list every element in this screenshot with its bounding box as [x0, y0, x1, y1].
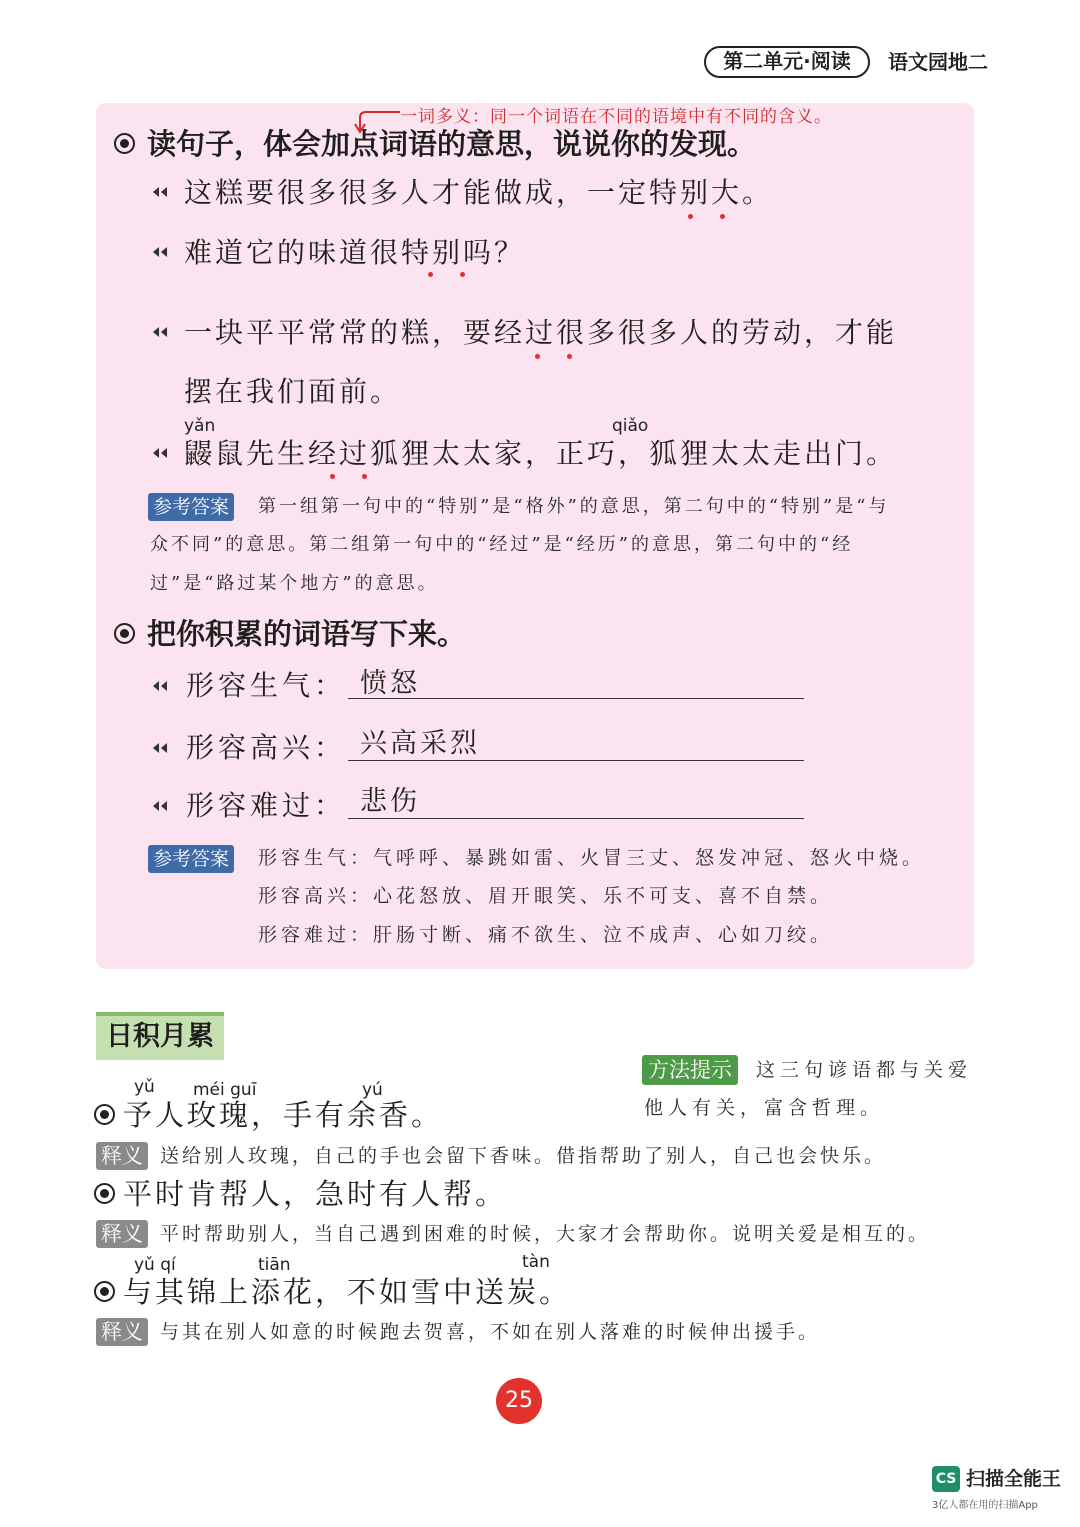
answer-line: 形容生气：气呼呼、暴跳如雷、火冒三丈、怒发冲冠、怒火中烧。 — [258, 847, 926, 869]
fill-value-angry[interactable]: 愤怒 — [360, 668, 420, 699]
annotation-note: 一词多义：同一个词语在不同的语境中有不同的含义。 — [400, 107, 832, 127]
camscanner-logo-icon: CS — [932, 1466, 960, 1492]
fill-value-happy[interactable]: 兴高采烈 — [360, 728, 480, 759]
explain-text: 送给别人玫瑰，自己的手也会留下香味。借指帮助了别人，自己也会快乐。 — [160, 1145, 887, 1167]
page-number: 25 — [496, 1378, 542, 1424]
answer-tag: 参考答案 — [148, 493, 234, 521]
bullet-chevron-icon — [150, 244, 174, 260]
answer-line: 形容难过：肝肠寸断、痛不欲生、泣不成声、心如刀绞。 — [258, 924, 834, 946]
answer-line: 第一组第一句中的“特别”是“格外”的意思，第二句中的“特别”是“与 — [258, 496, 890, 517]
unit-tag: 第二单元·阅读 — [704, 46, 870, 78]
fill-label-angry: 形容生气： — [186, 669, 347, 702]
answer-line: 形容高兴：心花怒放、眉开眼笑、乐不可支、喜不自禁。 — [258, 885, 834, 907]
pinyin: yǔ qí — [134, 1255, 176, 1275]
explain-text: 平时帮助别人，当自己遇到困难的时候，大家才会帮助你。说明关爱是相互的。 — [160, 1223, 931, 1245]
target-circle-icon — [94, 1104, 115, 1125]
tip-tag: 方法提示 — [642, 1055, 738, 1085]
fill-underline — [348, 760, 804, 761]
fill-label-sad: 形容难过： — [186, 789, 347, 822]
pinyin: tiān — [258, 1255, 291, 1275]
emphasis-dot — [428, 272, 433, 277]
pinyin: yú — [362, 1080, 383, 1100]
emphasis-dot — [535, 354, 540, 359]
emphasis-dot — [567, 354, 572, 359]
emphasis-dot — [362, 474, 367, 479]
answer-tag: 参考答案 — [148, 845, 234, 873]
section-heading: 日积月累 — [96, 1012, 224, 1060]
target-circle-icon — [94, 1183, 115, 1204]
pinyin-qiao: qiǎo — [612, 416, 649, 436]
bullet-chevron-icon — [150, 678, 174, 694]
fill-underline — [348, 698, 804, 699]
proverb-2 — [94, 1174, 507, 1214]
proverb-2-text: 平时肯帮人，急时有人帮。 — [123, 1177, 508, 1211]
bullet-chevron-icon — [150, 184, 174, 200]
pinyin-yan: yǎn — [184, 416, 216, 436]
fill-value-sad[interactable]: 悲伤 — [360, 786, 420, 817]
tip-line: 他人有关，富含哲理。 — [644, 1097, 885, 1119]
sentence-1: 这糕要很多很多人才能做成，一定特别大。 — [184, 176, 774, 209]
explain-text: 与其在别人如意的时候跑去贺喜，不如在别人落难的时候伸出援手。 — [160, 1321, 821, 1343]
explain-tag: 释义 — [96, 1220, 148, 1248]
pinyin: tàn — [522, 1252, 550, 1272]
pinyin: yǔ — [134, 1077, 155, 1097]
proverb-1 — [94, 1095, 443, 1135]
target-circle-icon — [94, 1281, 115, 1302]
target-circle-icon — [114, 133, 135, 154]
task2-title-text: 把你积累的词语写下来。 — [147, 617, 467, 651]
proverb-3-text: 与其锦上添花，不如雪中送炭。 — [123, 1275, 572, 1309]
proverb-3 — [94, 1272, 571, 1312]
answer-line: 众不同”的意思。第二组第一句中的“经过”是“经历”的意思，第二句中的“经 — [150, 534, 854, 555]
fill-underline — [348, 818, 804, 819]
task1-title-text: 读句子，体会加点词语的意思，说说你的发现。 — [147, 127, 757, 161]
explain-tag: 释义 — [96, 1142, 148, 1170]
emphasis-dot — [688, 214, 693, 219]
task1-title — [114, 124, 756, 164]
emphasis-dot — [330, 474, 335, 479]
answer-line: 过”是“路过某个地方”的意思。 — [150, 573, 439, 594]
emphasis-dot — [720, 214, 725, 219]
tip-line: 这三句谚语都与关爱 — [756, 1059, 973, 1081]
sentence-3-cont: 摆在我们面前。 — [184, 375, 402, 408]
bullet-chevron-icon — [150, 445, 174, 461]
fill-label-happy: 形容高兴： — [186, 731, 347, 764]
emphasis-dot — [460, 272, 465, 277]
proverb-1-text: 予人玫瑰，手有余香。 — [123, 1098, 444, 1132]
bullet-chevron-icon — [150, 324, 174, 340]
section-title: 语文园地二 — [888, 50, 988, 74]
watermark-name: 扫描全能王 — [966, 1468, 1062, 1490]
bullet-chevron-icon — [150, 798, 174, 814]
target-circle-icon — [114, 623, 135, 644]
pinyin: méi guī — [193, 1080, 257, 1100]
watermark-slogan: 3亿人都在用的扫描App — [932, 1500, 1038, 1511]
task2-title — [114, 614, 466, 654]
explain-tag: 释义 — [96, 1318, 148, 1346]
sentence-4: 鼹鼠先生经过狐狸太太家，正巧，狐狸太太走出门。 — [184, 437, 898, 470]
sentence-3: 一块平平常常的糕，要经过很多很多人的劳动，才能 — [184, 316, 898, 349]
bullet-chevron-icon — [150, 740, 174, 756]
sentence-2: 难道它的味道很特别吗？ — [184, 236, 526, 269]
